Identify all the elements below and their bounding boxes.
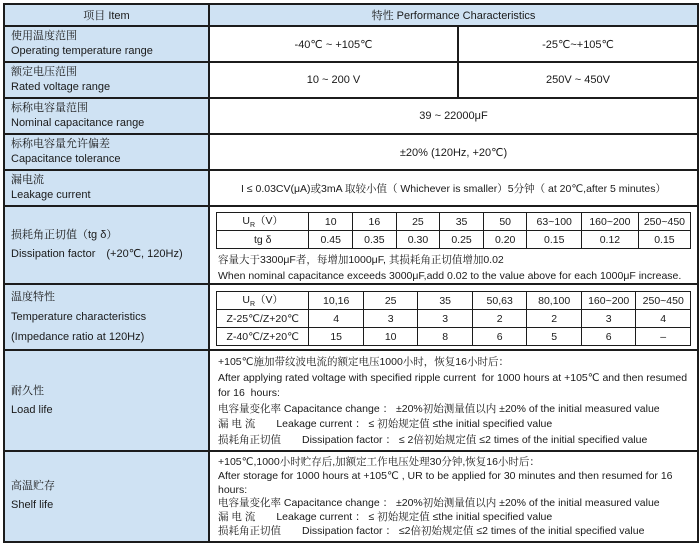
load-life-line: 损耗角正切值 Dissipation factor ： ≤ 2倍初始规定值 ≤2 times of the initial specified value (218, 433, 648, 446)
label-cn: 标称电容量允许偏差 (11, 138, 110, 150)
label-en: Dissipation factor (+20℃, 120Hz) (11, 248, 183, 260)
tg-value: 0.15 (638, 231, 690, 249)
row-capacitance-tolerance (4, 134, 698, 170)
ratio-value: 15 (309, 328, 364, 346)
impedance-ratio-minus40-row (217, 328, 691, 346)
dissipation-note-en: When nominal capacitance exceeds 3000μF,add 0.02 to the value above for each 1000μF increase. (218, 270, 682, 282)
voltage-col: 25 (363, 292, 418, 310)
voltage-col: 50 (483, 213, 527, 231)
ratio-value: 5 (527, 328, 582, 346)
ratio-value: 4 (636, 310, 691, 328)
label-cn: 标称电容量范围 (11, 102, 88, 114)
voltage-col: 10 (309, 213, 353, 231)
temperature-characteristics-label (4, 284, 209, 350)
ratio-value: – (636, 328, 691, 346)
load-life-line: for 16 hours: (218, 387, 280, 399)
row-temperature-characteristics (4, 284, 698, 350)
label-en2: (Impedance ratio at 120Hz) (11, 331, 145, 343)
load-life-label (4, 350, 209, 451)
capacitance-range-value: 39 ~ 22000μF (209, 98, 698, 134)
voltage-col: 10,16 (309, 292, 364, 310)
voltage-col: 250~450 (638, 213, 690, 231)
tg-value: 0.45 (309, 231, 353, 249)
capacitance-range-label (4, 98, 209, 134)
label-en: Operating temperature range (11, 45, 153, 57)
shelf-life-line: 电容量变化率 Capacitance change ： ±20%初始测量值以内 ±20% of the initial measured value (218, 497, 660, 510)
ratio-label: Z-25℃/Z+20℃ (217, 310, 309, 328)
tg-value: 0.15 (527, 231, 582, 249)
capacitance-tolerance-value: ±20% (120Hz, +20℃) (209, 134, 698, 170)
voltage-col: 16 (353, 213, 397, 231)
load-life-line: After applying rated voltage with specified ripple current for 1000 hours at +105℃ and then resumed (218, 371, 688, 384)
voltage-col: 160~200 (581, 213, 638, 231)
label-en: Load life (11, 403, 53, 416)
label-en: Temperature characteristics (11, 311, 147, 323)
label-cn: 损耗角正切值（tg δ） (11, 229, 118, 241)
ratio-value: 3 (581, 310, 636, 328)
voltage-col: 25 (396, 213, 440, 231)
ratio-value: 8 (418, 328, 473, 346)
rated-voltage-low-range: 10 ~ 200 V (209, 62, 458, 98)
tg-value: 0.12 (581, 231, 638, 249)
leakage-current-value: I ≤ 0.03CV(μA)或3mA 取较小值（ Whichever is smaller）5分钟（ at 20℃,after 5 minutes） (209, 170, 698, 206)
ratio-label: Z-40℃/Z+20℃ (217, 328, 309, 346)
tg-value: 0.25 (440, 231, 484, 249)
leakage-current-label (4, 170, 209, 206)
temperature-characteristics-content (209, 284, 698, 350)
rated-voltage-high-range: 250V ~ 450V (458, 62, 698, 98)
label-en: Nominal capacitance range (11, 117, 145, 129)
voltage-col: 63~100 (527, 213, 582, 231)
ratio-value: 4 (309, 310, 364, 328)
tg-delta-label: tg δ (217, 231, 309, 249)
label-en: Rated voltage range (11, 81, 111, 93)
voltage-col: 80,100 (527, 292, 582, 310)
ratio-value: 10 (363, 328, 418, 346)
label-en: Shelf life (11, 499, 54, 512)
ratio-value: 2 (472, 310, 527, 328)
impedance-ratio-minus25-row (217, 310, 691, 328)
voltage-header-row (217, 292, 691, 310)
voltage-header-row (217, 213, 691, 231)
tg-value: 0.35 (353, 231, 397, 249)
label-cn: 使用温度范围 (11, 30, 77, 42)
label-cn: 漏电流 (11, 174, 44, 186)
row-shelf-life (4, 451, 698, 542)
shelf-life-content (209, 451, 698, 542)
dissipation-factor-label (4, 206, 209, 284)
header-characteristics-cell: 特性 Performance Characteristics (209, 4, 698, 26)
shelf-life-line: +105℃,1000小时贮存后,加额定工作电压处理30分钟,恢复16小时后： (218, 456, 540, 468)
load-life-line: 漏 电 流 Leakage current ： ≤ 初始规定值 ≤the initial specified value (218, 418, 553, 430)
voltage-col: 35 (440, 213, 484, 231)
tg-value: 0.30 (396, 231, 440, 249)
label-cn: 高温贮存 (11, 480, 55, 493)
voltage-col: 50,63 (472, 292, 527, 310)
row-capacitance-range (4, 98, 698, 134)
capacitance-tolerance-label (4, 134, 209, 170)
dissipation-note-cn: 容量大于3300μF者，每增加1000μF, 其损耗角正切值增加0.02 (218, 254, 504, 266)
voltage-col: 35 (418, 292, 473, 310)
voltage-col: 250~450 (636, 292, 691, 310)
rated-voltage-label (4, 62, 209, 98)
load-life-content (209, 350, 698, 451)
ratio-value: 3 (418, 310, 473, 328)
table-header-row (4, 4, 698, 26)
dissipation-factor-table (216, 212, 691, 249)
ratio-value: 6 (581, 328, 636, 346)
tg-value: 0.20 (483, 231, 527, 249)
shelf-life-line: After storage for 1000 hours at +105℃ , UR to be applied for 30 minutes and then resumed for 16 hours: (218, 469, 676, 496)
shelf-life-label (4, 451, 209, 542)
label-en: Capacitance tolerance (11, 153, 121, 165)
label-en: Leakage current (11, 189, 91, 201)
tg-delta-row (217, 231, 691, 249)
label-cn: 额定电压范围 (11, 66, 77, 78)
shelf-life-line: 漏 电 流 Leakage current ： ≤ 初始规定值 ≤the initial specified value (218, 511, 553, 524)
rated-voltage-symbol: $U_R(V)$ (217, 292, 309, 310)
row-leakage-current (4, 170, 698, 206)
header-item-cell: 项目 Item (4, 4, 209, 26)
row-dissipation-factor (4, 206, 698, 284)
row-rated-voltage (4, 62, 698, 98)
operating-temperature-low-range: -40℃ ~ +105℃ (209, 26, 458, 62)
voltage-col: 160~200 (581, 292, 636, 310)
label-cn: 耐久性 (11, 384, 44, 397)
impedance-ratio-table (216, 291, 691, 346)
row-load-life (4, 350, 698, 451)
load-life-line: +105℃施加带纹波电流的额定电压1000小时，恢复16小时后： (218, 356, 509, 368)
operating-temperature-label (4, 26, 209, 62)
dissipation-factor-content (209, 206, 698, 284)
row-operating-temperature (4, 26, 698, 62)
operating-temperature-high-range: -25℃~+105℃ (458, 26, 698, 62)
label-cn: 温度特性 (11, 291, 55, 303)
load-life-line: 电容量变化率 Capacitance change ： ±20%初始测量值以内 ±20% of the initial measured value (218, 402, 660, 415)
shelf-life-line: 损耗角正切值 Dissipation factor ： ≤2倍初始规定值 ≤2 times of the initial specified value (218, 524, 645, 537)
rated-voltage-symbol: $U_R(V)$ (217, 213, 309, 231)
ratio-value: 6 (472, 328, 527, 346)
ratio-value: 2 (527, 310, 582, 328)
ratio-value: 3 (363, 310, 418, 328)
spec-table (3, 3, 699, 543)
